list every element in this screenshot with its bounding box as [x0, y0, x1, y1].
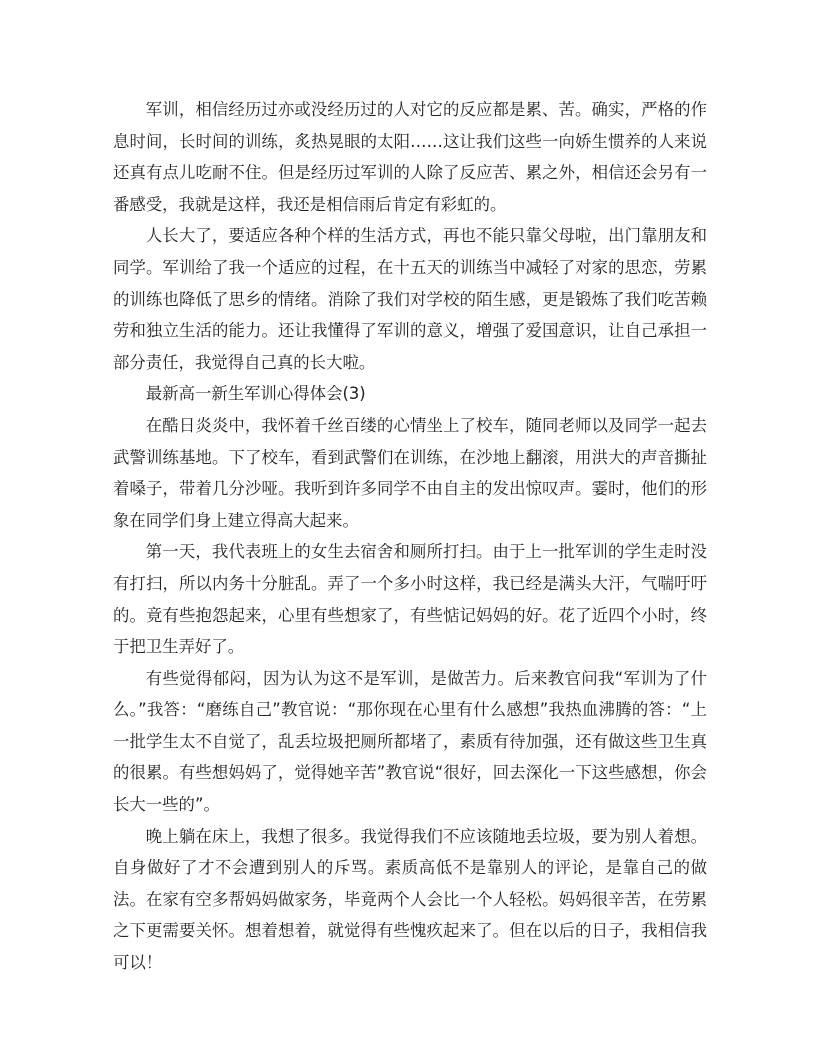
paragraph-arrival-base: 在酷日炎炎中，我怀着千丝百缕的心情坐上了校车，随同老师以及同学一起去武警训练基地。下了校车，看到武警们在训练，在沙地上翻滚，用洪大的声音撕扯着嗓子，带着几分沙哑。我听到许多同学不由自主的发出惊叹声。霎时，他们的形象在同学们身上建立得高大起来。	[113, 415, 707, 530]
paragraph-first-day: 第一天，我代表班上的女生去宿舍和厕所打扫。由于上一批军训的学生走时没有打扫，所以内务十分脏乱。弄了一个多小时这样，我已经是满头大汗，气喘吁吁的。竟有些抱怨起来，心里有些想家了，有些惦记妈妈的好。花了近四个小时，终于把卫生弄好了。	[113, 542, 707, 657]
paragraph-military-training-intro: 军训，相信经历过亦或没经历过的人对它的反应都是累、苦。确实，严格的作息时间，长时间的训练，炙热晃眼的太阳……这让我们这些一向娇生惯养的人来说还真有点儿吃耐不住。但是经历过军训的人除了反应苦、累之外，相信还会另有一番感受，我就是这样，我还是相信雨后肯定有彩虹的。	[113, 100, 707, 214]
paragraph-evening-reflection: 晚上躺在床上，我想了很多。我觉得我们不应该随地丢垃圾，要为别人着想。自身做好了才不会遭到别人的斥骂。素质高低不是靠别人的评论，是靠自己的做法。在家有空多帮妈妈做家务，毕竟两个人会比一个人轻松。妈妈很辛苦，在劳累之下更需要关怀。想着想着，就觉得有些愧疚起来了。但在以后的日子，我相信我可以！	[113, 826, 707, 973]
paragraph-growing-up: 人长大了，要适应各种个样的生活方式，再也不能只靠父母啦，出门靠朋友和同学。军训给了我一个适应的过程，在十五天的训练当中减轻了对家的思恋，劳累的训练也降低了思乡的情绪。消除了我们对学校的陌生感，更是锻炼了我们吃苦赖劳和独立生活的能力。还让我懂得了军训的意义，增强了爱国意识，让自己承担一部分责任，我觉得自己真的长大啦。	[113, 226, 707, 372]
document-body	[113, 94, 707, 979]
section-heading: 最新高一新生军训心得体会(3)	[145, 384, 366, 404]
paragraph-instructor-dialogue: 有些觉得郁闷，因为认为这不是军训，是做苦力。后来教官问我“军训为了什么。”我答：“磨练自己”教官说：“那你现在心里有什么感想”我热血沸腾的答：“上一批学生太不自觉了，乱丢垃圾把厕所都堵了，素质有待加强，还有做这些卫生真的很累。有些想妈妈了，觉得她辛苦”教官说“很好，回去深化一下这些感想，你会长大一些的”。	[113, 668, 707, 815]
